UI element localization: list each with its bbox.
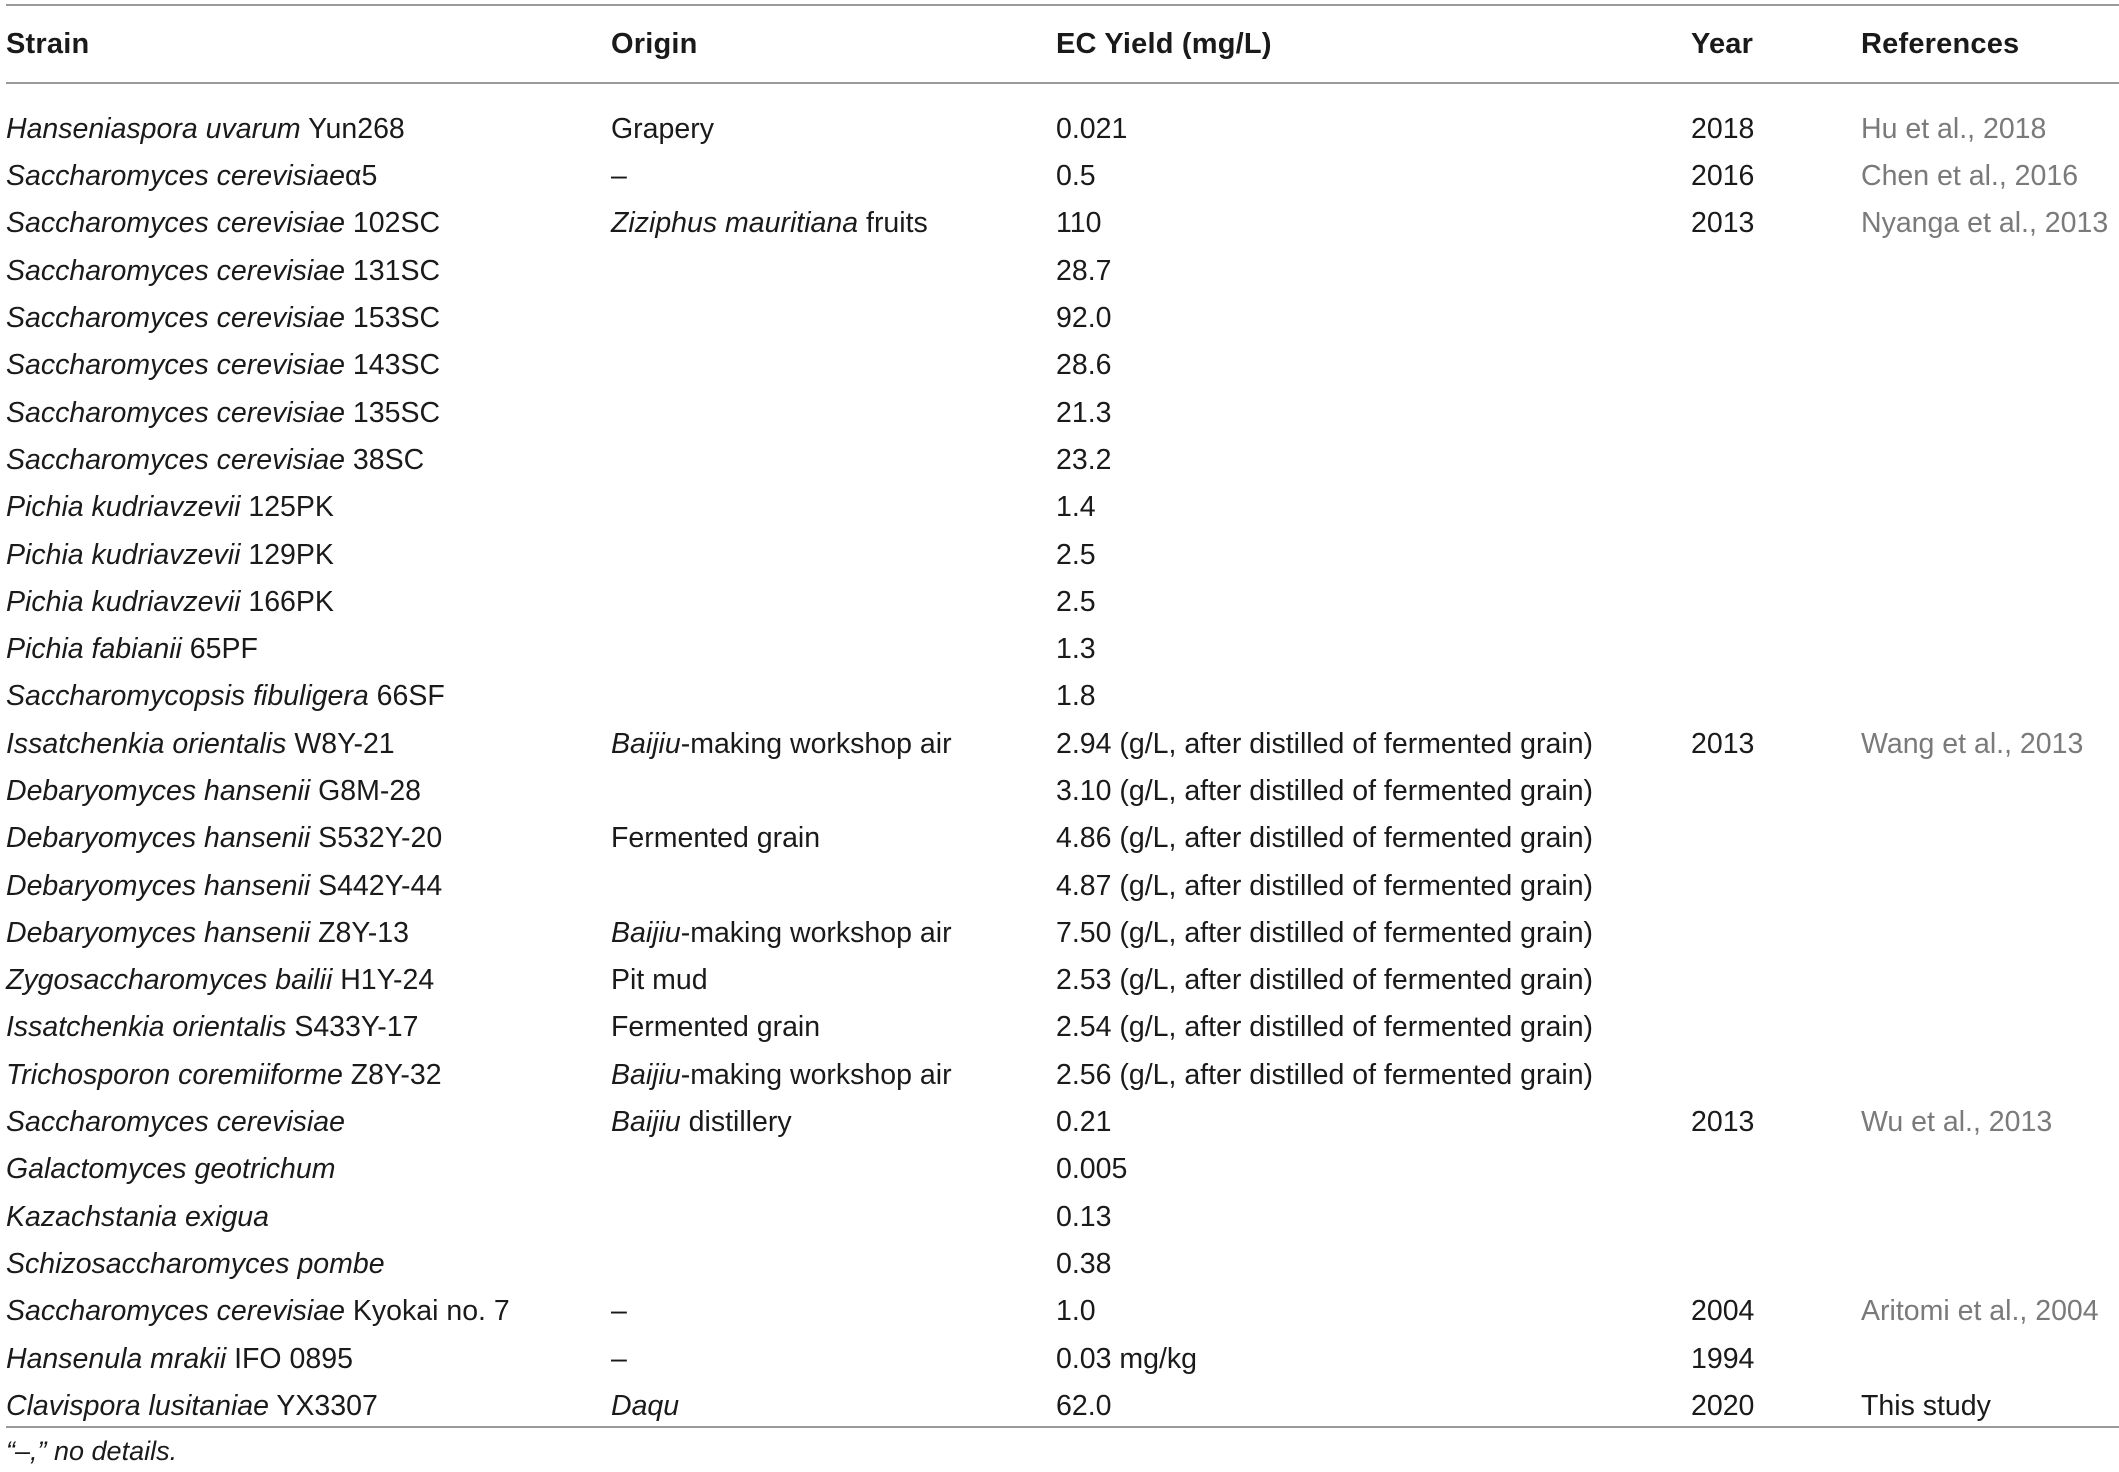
strain-species: Pichia fabianii — [6, 633, 182, 666]
cell-origin — [611, 1052, 1056, 1099]
origin-italic: Daqu — [611, 1389, 680, 1422]
table-row — [6, 1383, 2119, 1430]
cell-origin — [611, 82, 1056, 153]
cell-strain — [6, 437, 611, 484]
cell-origin — [611, 1004, 1056, 1051]
cell-ec-yield: 4.86 (g/L, after distilled of fermented grain) — [1056, 822, 1594, 855]
origin-text: Fermented grain — [611, 1011, 821, 1044]
strain-id: S433Y-17 — [286, 1011, 419, 1044]
cell-strain — [6, 721, 611, 768]
cell-year — [1691, 862, 1861, 909]
cell-year — [1691, 1241, 1861, 1288]
cell-ec-yield: 0.38 — [1056, 1247, 1112, 1280]
strain-id: Z8Y-32 — [342, 1058, 442, 1091]
origin-italic: Baijiu — [611, 1106, 681, 1139]
cell-origin — [611, 248, 1056, 295]
table-row — [6, 484, 2119, 531]
strain-id: 153SC — [344, 302, 441, 335]
cell-ec-yield: 1.8 — [1056, 680, 1096, 713]
cell-year — [1691, 579, 1861, 626]
yeast-ec-yield-table — [6, 6, 2119, 1430]
table-row — [6, 1241, 2119, 1288]
table-row — [6, 815, 2119, 862]
cell-origin — [611, 437, 1056, 484]
cell-reference — [1861, 389, 2119, 436]
header-origin: Origin — [611, 27, 698, 60]
cell-origin — [611, 862, 1056, 909]
cell-origin — [611, 1383, 1056, 1430]
cell-ec-yield: 92.0 — [1056, 302, 1112, 335]
cell-reference — [1861, 295, 2119, 342]
table-row — [6, 1194, 2119, 1241]
table-row — [6, 910, 2119, 957]
table-row — [6, 862, 2119, 909]
cell-strain — [6, 862, 611, 909]
table-row — [6, 1099, 2119, 1146]
cell-strain — [6, 82, 611, 153]
cell-ec-yield: 21.3 — [1056, 396, 1112, 429]
cell-reference: Chen et al., 2016 — [1861, 160, 2079, 193]
cell-strain — [6, 1241, 611, 1288]
cell-origin — [611, 910, 1056, 957]
footnote: “–,” no details. — [6, 1436, 178, 1466]
table-row — [6, 1146, 2119, 1193]
cell-year — [1691, 531, 1861, 578]
cell-year: 2013 — [1691, 727, 1755, 760]
cell-strain — [6, 1146, 611, 1193]
cell-origin — [611, 200, 1056, 247]
cell-reference — [1861, 484, 2119, 531]
cell-year: 2018 — [1691, 113, 1755, 145]
cell-strain — [6, 673, 611, 720]
cell-ec-yield: 2.5 — [1056, 538, 1096, 571]
cell-year — [1691, 295, 1861, 342]
cell-reference — [1861, 1335, 2119, 1382]
origin-text: distillery — [680, 1106, 792, 1139]
cell-strain — [6, 768, 611, 815]
cell-ec-yield: 0.03 mg/kg — [1056, 1342, 1197, 1375]
origin-text: Grapery — [611, 113, 714, 145]
strain-species: Saccharomycopsis fibuligera — [6, 680, 369, 713]
strain-species: Hanseniaspora uvarum — [6, 113, 301, 145]
strain-id: 38SC — [344, 443, 425, 476]
table-row — [6, 626, 2119, 673]
cell-reference — [1861, 862, 2119, 909]
cell-strain — [6, 531, 611, 578]
cell-reference — [1861, 248, 2119, 295]
cell-ec-yield: 3.10 (g/L, after distilled of fermented grain) — [1056, 775, 1594, 807]
origin-text: Pit mud — [611, 964, 708, 997]
cell-ec-yield: 1.3 — [1056, 633, 1096, 666]
cell-origin — [611, 579, 1056, 626]
strain-species: Pichia kudriavzevii — [6, 491, 241, 524]
cell-origin — [611, 531, 1056, 578]
origin-text: Fermented grain — [611, 822, 821, 855]
strain-id: 102SC — [344, 207, 441, 240]
table-row — [6, 342, 2119, 389]
strain-id: Yun268 — [300, 113, 405, 145]
cell-origin — [611, 484, 1056, 531]
table-row — [6, 673, 2119, 720]
cell-strain — [6, 200, 611, 247]
cell-strain — [6, 1099, 611, 1146]
strain-id: 125PK — [240, 491, 334, 524]
cell-strain — [6, 1335, 611, 1382]
table-row — [6, 1335, 2119, 1382]
cell-strain — [6, 1052, 611, 1099]
origin-text: -making workshop air — [680, 727, 952, 760]
cell-reference — [1861, 815, 2119, 862]
cell-origin — [611, 295, 1056, 342]
cell-ec-yield: 0.005 — [1056, 1153, 1128, 1186]
cell-ec-yield: 2.5 — [1056, 585, 1096, 618]
cell-year — [1691, 626, 1861, 673]
cell-strain — [6, 1288, 611, 1335]
strain-species: Pichia kudriavzevii — [6, 538, 241, 571]
cell-strain — [6, 1004, 611, 1051]
table-row — [6, 1004, 2119, 1051]
strain-id: S532Y-20 — [310, 822, 443, 855]
strain-id: 65PF — [181, 633, 258, 666]
cell-ec-yield: 0.5 — [1056, 160, 1096, 193]
strain-species: Debaryomyces hansenii — [6, 775, 311, 807]
cell-strain — [6, 248, 611, 295]
cell-year — [1691, 342, 1861, 389]
strain-id: 143SC — [344, 349, 441, 382]
strain-species: Issatchenkia orientalis — [6, 727, 287, 760]
origin-italic: Ziziphus mauritiana — [611, 207, 859, 240]
strain-species: Saccharomyces cerevisiae — [6, 443, 345, 476]
strain-species: Hansenula mrakii — [6, 1342, 227, 1375]
table-row — [6, 1052, 2119, 1099]
cell-strain — [6, 579, 611, 626]
header-references: References — [1861, 27, 2020, 60]
origin-text: – — [611, 1295, 627, 1328]
cell-ec-yield: 0.021 — [1056, 113, 1128, 145]
cell-year — [1691, 484, 1861, 531]
header-year: Year — [1691, 27, 1754, 60]
cell-year: 2016 — [1691, 160, 1755, 193]
cell-year — [1691, 957, 1861, 1004]
strain-id: α5 — [344, 160, 378, 193]
cell-origin — [611, 389, 1056, 436]
strain-species: Debaryomyces hansenii — [6, 822, 311, 855]
cell-origin — [611, 1146, 1056, 1193]
strain-species: Kazachstania exigua — [6, 1200, 270, 1233]
cell-ec-yield: 7.50 (g/L, after distilled of fermented grain) — [1056, 916, 1594, 949]
cell-strain — [6, 1383, 611, 1430]
cell-ec-yield: 2.94 (g/L, after distilled of fermented grain) — [1056, 727, 1594, 760]
cell-reference — [1861, 437, 2119, 484]
table-row — [6, 200, 2119, 247]
strain-species: Debaryomyces hansenii — [6, 916, 311, 949]
cell-strain — [6, 1194, 611, 1241]
cell-origin — [611, 673, 1056, 720]
strain-id: W8Y-21 — [286, 727, 395, 760]
strain-species: Saccharomyces cerevisiae — [6, 207, 345, 240]
cell-ec-yield: 2.53 (g/L, after distilled of fermented grain) — [1056, 964, 1594, 997]
cell-strain — [6, 626, 611, 673]
cell-ec-yield: 28.7 — [1056, 254, 1112, 287]
cell-ec-yield: 0.13 — [1056, 1200, 1112, 1233]
origin-italic: Baijiu — [611, 1058, 681, 1091]
cell-reference: Hu et al., 2018 — [1861, 113, 2047, 145]
cell-strain — [6, 342, 611, 389]
cell-year — [1691, 248, 1861, 295]
cell-strain — [6, 957, 611, 1004]
origin-text: – — [611, 160, 627, 193]
cell-reference — [1861, 1004, 2119, 1051]
header-row — [6, 6, 2119, 82]
cell-year — [1691, 815, 1861, 862]
cell-year — [1691, 673, 1861, 720]
cell-year — [1691, 768, 1861, 815]
cell-ec-yield: 4.87 (g/L, after distilled of fermented grain) — [1056, 869, 1594, 902]
cell-year: 2013 — [1691, 1106, 1755, 1139]
cell-ec-yield: 23.2 — [1056, 443, 1112, 476]
strain-species: Clavispora lusitaniae — [6, 1389, 269, 1422]
cell-reference — [1861, 342, 2119, 389]
cell-origin — [611, 1194, 1056, 1241]
strain-species: Galactomyces geotrichum — [6, 1153, 336, 1186]
cell-ec-yield: 1.0 — [1056, 1295, 1096, 1328]
cell-ec-yield: 2.54 (g/L, after distilled of fermented grain) — [1056, 1011, 1594, 1044]
strain-species: Saccharomyces cerevisiae — [6, 254, 345, 287]
cell-reference: Aritomi et al., 2004 — [1861, 1295, 2099, 1328]
cell-year — [1691, 1052, 1861, 1099]
cell-strain — [6, 153, 611, 200]
strain-id: YX3307 — [268, 1389, 378, 1422]
strain-id: H1Y-24 — [332, 964, 435, 997]
origin-text: – — [611, 1342, 627, 1375]
strain-id: S442Y-44 — [310, 869, 443, 902]
cell-year: 2013 — [1691, 207, 1755, 240]
strain-id: 135SC — [344, 396, 441, 429]
cell-ec-yield: 110 — [1056, 207, 1102, 240]
cell-origin — [611, 626, 1056, 673]
cell-year — [1691, 389, 1861, 436]
origin-text: fruits — [858, 207, 928, 240]
strain-species: Saccharomyces cerevisiae — [6, 396, 345, 429]
cell-reference — [1861, 1052, 2119, 1099]
cell-year — [1691, 437, 1861, 484]
table-row — [6, 721, 2119, 768]
cell-reference: Nyanga et al., 2013 — [1861, 207, 2109, 240]
table-row — [6, 295, 2119, 342]
strain-species: Saccharomyces cerevisiae — [6, 1295, 345, 1328]
cell-reference: Wang et al., 2013 — [1861, 727, 2084, 760]
cell-reference — [1861, 910, 2119, 957]
table-row — [6, 1288, 2119, 1335]
cell-strain — [6, 484, 611, 531]
strain-species: Saccharomyces cerevisiae — [6, 160, 345, 193]
cell-origin — [611, 1288, 1056, 1335]
cell-origin — [611, 1335, 1056, 1382]
header-ec-yield: EC Yield (mg/L) — [1056, 27, 1272, 60]
cell-year — [1691, 1194, 1861, 1241]
origin-text: -making workshop air — [680, 916, 952, 949]
strain-species: Zygosaccharomyces bailii — [6, 964, 333, 997]
table-row — [6, 531, 2119, 578]
strain-species: Issatchenkia orientalis — [6, 1011, 287, 1044]
cell-year: 2020 — [1691, 1389, 1755, 1422]
cell-origin — [611, 768, 1056, 815]
strain-id: Z8Y-13 — [310, 916, 409, 949]
table-row — [6, 153, 2119, 200]
cell-reference: This study — [1861, 1389, 1991, 1422]
cell-strain — [6, 815, 611, 862]
table-row — [6, 437, 2119, 484]
cell-ec-yield: 0.21 — [1056, 1106, 1112, 1139]
origin-italic: Baijiu — [611, 916, 681, 949]
origin-text: -making workshop air — [680, 1058, 952, 1091]
strain-species: Debaryomyces hansenii — [6, 869, 311, 902]
strain-species: Schizosaccharomyces pombe — [6, 1247, 385, 1280]
cell-year — [1691, 1146, 1861, 1193]
cell-reference: Wu et al., 2013 — [1861, 1106, 2053, 1139]
table-row — [6, 768, 2119, 815]
cell-strain — [6, 910, 611, 957]
cell-reference — [1861, 1194, 2119, 1241]
table-row — [6, 248, 2119, 295]
table-bottom-rule — [6, 1426, 2119, 1428]
cell-reference — [1861, 626, 2119, 673]
cell-origin — [611, 1241, 1056, 1288]
cell-ec-yield: 62.0 — [1056, 1389, 1112, 1422]
cell-origin — [611, 342, 1056, 389]
table-body — [6, 82, 2119, 1430]
cell-origin — [611, 721, 1056, 768]
cell-reference — [1861, 1241, 2119, 1288]
strain-species: Trichosporon coremiiforme — [6, 1058, 343, 1091]
cell-year: 1994 — [1691, 1342, 1755, 1375]
strain-id: 131SC — [344, 254, 441, 287]
cell-strain — [6, 389, 611, 436]
strain-species: Saccharomyces cerevisiae — [6, 349, 345, 382]
strain-id: 66SF — [368, 680, 445, 713]
header-strain: Strain — [6, 27, 90, 60]
table-row — [6, 579, 2119, 626]
cell-ec-yield: 28.6 — [1056, 349, 1112, 382]
strain-species: Saccharomyces cerevisiae — [6, 1106, 345, 1139]
cell-reference — [1861, 768, 2119, 815]
cell-reference — [1861, 1146, 2119, 1193]
cell-origin — [611, 1099, 1056, 1146]
strain-species: Pichia kudriavzevii — [6, 585, 241, 618]
cell-origin — [611, 957, 1056, 1004]
cell-origin — [611, 153, 1056, 200]
cell-ec-yield: 2.56 (g/L, after distilled of fermented grain) — [1056, 1058, 1594, 1091]
strain-id: 129PK — [240, 538, 334, 571]
cell-year — [1691, 910, 1861, 957]
cell-reference — [1861, 673, 2119, 720]
origin-italic: Baijiu — [611, 727, 681, 760]
cell-strain — [6, 295, 611, 342]
table-row — [6, 389, 2119, 436]
cell-year — [1691, 1004, 1861, 1051]
strain-species: Saccharomyces cerevisiae — [6, 302, 345, 335]
strain-id: IFO 0895 — [226, 1342, 353, 1375]
cell-year: 2004 — [1691, 1295, 1755, 1328]
cell-reference — [1861, 531, 2119, 578]
cell-ec-yield: 1.4 — [1056, 491, 1096, 524]
strain-id: G8M-28 — [310, 775, 422, 807]
cell-reference — [1861, 957, 2119, 1004]
table-row — [6, 957, 2119, 1004]
cell-reference — [1861, 579, 2119, 626]
cell-origin — [611, 815, 1056, 862]
table-row — [6, 82, 2119, 153]
strain-id: 166PK — [240, 585, 334, 618]
strain-id: Kyokai no. 7 — [344, 1295, 510, 1328]
